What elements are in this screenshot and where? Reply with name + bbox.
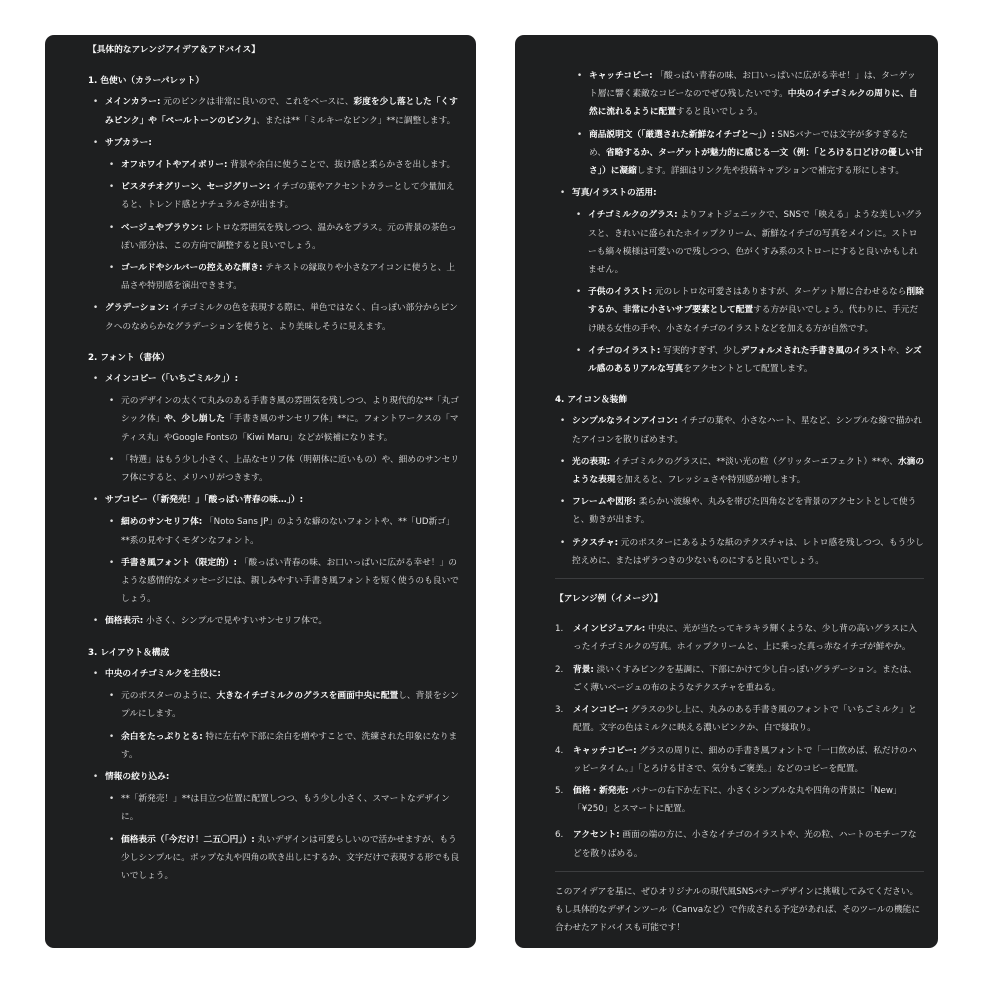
list-item [121,156,462,174]
bold-text: フレームや図形: [572,497,636,508]
bold-text: オフホワイトやアイボリー: [121,160,228,171]
list-item-text [105,93,462,129]
numbered-item-text [573,620,924,656]
bold-text: 子供のイラスト: [588,287,653,298]
closing-paragraph [555,883,924,938]
text-run: 特に左右や下部に余白を増やすことで、洗練された印象になります。 [121,731,458,760]
list-item-text [572,534,924,570]
text-run: 丸いデザインは可愛らしいので活かせますが、もう少しシンプルに。ポップな丸や四角の吹き出しにするか、文字だけで表現する形でも良いでしょう。 [121,834,460,881]
section-heading: 1. 色使い（カラーパレット） [88,76,205,87]
bullet-list [88,370,462,631]
list-item [121,392,462,447]
text-run: 「手書き風のサンセリフ体」**に。フォントワークスの「マティス丸」やGoogle Fontsの「Kiwi Maru」などが候補になります。 [121,414,459,443]
response-panel-left [45,35,476,948]
section-title: 【アレンジ例（イメージ）】 [555,594,663,605]
bullet-list [88,665,462,885]
list-item-text [105,665,462,683]
list-item-text [589,126,924,181]
list-item-text [121,219,462,255]
list-item [572,412,924,448]
text-run: 中央に、光が当たってキラキラ輝くような、少し背の高いグラスに入ったイチゴミルクの写真。ホイップクリームと、上に乗った真っ赤なイチゴが鮮やか。 [573,624,918,653]
list-item-text [105,299,462,335]
text-run: 画面の端の方に、小さなイチゴのイラストや、光の粒、ハートのモチーフなどを散りばめる。 [573,830,917,859]
bold-text: 彩度を少し落とした「くすみピンク」や「ペールトーンのピンク」 [105,97,458,126]
bold-text: イチゴのイラスト: [588,345,661,356]
text-run: 「酸っぱい青春の味、お口いっぱいに広がる幸せ！」のような感情的なメッセージには、親しみやすい手書き風フォントを短く使うのも良いでしょう。 [121,557,459,605]
bullet-list [572,206,924,378]
list-item-text [588,206,924,279]
response-panel-right [515,35,938,948]
numbered-item [555,661,924,697]
list-item-text [572,453,924,489]
list-item-text [121,392,462,447]
text-run: 「Noto Sans JP」のような癖のないフォントや、**「UD新ゴ」**系の見やすくモダンなフォント。 [121,517,455,546]
bold-text: キャッチコピー: [589,71,653,81]
text-run: 、または**「ミルキーなピンク」**に調整します。 [256,115,456,126]
text-run: をアクセントとして配置します。 [683,364,813,375]
list-item [121,178,462,214]
list-item [121,554,462,609]
bold-text: 価格表示: [105,616,144,627]
bold-text: 削除するか、非常に小さいサブ要素として配置 [588,287,924,316]
list-item-text [121,831,462,886]
bold-text: メインカラー: [105,97,161,108]
list-item-text [588,342,924,378]
list-item [572,184,924,378]
numbered-list [555,620,924,862]
text-run: イチゴの葉やアクセントカラーとして少量加えると、トレンド感とナチュラルさが出ます。 [121,182,455,211]
numbered-item-text [573,701,924,737]
bullet-list [88,93,462,335]
bold-text: メインビジュアル: [573,624,646,635]
text-run: し、背景をシンプルにします。 [121,691,459,720]
text-run: テキストの縁取りや小さなアイコンに使うと、上品さや特別感を演出できます。 [121,263,456,292]
bold-text: 中央のイチゴミルクを主役に: [105,668,221,679]
item-number: 2. [555,664,564,675]
bold-text: や、少し崩した [164,414,225,425]
numbered-item [555,701,924,737]
list-item [105,665,462,764]
item-number: 3. [555,705,564,716]
bold-text: 手書き風フォント（限定的）: [121,557,237,568]
list-item [105,299,462,335]
text-run: レトロな雰囲気を残しつつ、温かみをプラス。元の背景の茶色っぽい部分は、この方向で調整すると良いでしょう。 [121,222,457,251]
list-item [121,728,462,764]
bold-text: サブコピー（「新発売！」「酸っぱい青春の味…」）: [105,495,304,506]
bold-text: 光の表現: [572,456,611,467]
text-run: 元のピンクは非常に良いので、これをベースに、 [160,97,354,108]
list-item-text [588,283,924,338]
numbered-item-text [573,826,924,862]
item-number: 4. [555,745,564,756]
list-item [121,831,462,886]
text-run: 元のポスターにあるような紙のテクスチャは、レトロ感を残しつつ、もう少し控えめに、またはザラつきの少ないものにすると良いでしょう。 [572,537,924,566]
text-run: します。詳細はリンク先や投稿キャプションで補完する形にします。 [636,166,905,177]
list-item [588,283,924,338]
text-run: 写実的すぎず、少し [660,345,741,356]
text-run: する方が良いでしょう。代わりに、手元だけ映る女性の手や、小さなイチゴのイラストなどを加える方が自然です。 [588,305,919,334]
text-run: すると良いでしょう。 [675,107,763,118]
text-run: 小さく、シンプルで見やすいサンセリフ体で。 [143,616,328,627]
list-item-text [121,451,462,487]
bullet-list [555,184,924,378]
list-item [572,453,924,489]
text-run: イチゴの葉や、小さなハート、星など、シンプルな線で描かれたアイコンを散りばめます。 [572,416,922,445]
list-item-text [121,178,462,214]
list-item [105,370,462,487]
numbered-item-text [573,782,924,818]
list-item [105,768,462,885]
section-heading: 2. フォント（書体） [88,352,170,363]
list-item [121,687,462,723]
list-item-text [121,259,462,295]
bold-text: キャッチコピー: [573,745,637,756]
list-item-text [572,184,924,202]
bold-text: イチゴミルクのグラス: [588,210,678,221]
bold-text: メインコピー（「いちごミルク」）: [105,374,239,385]
text-run: 元のデザインの太くて丸みのある手書き風の雰囲気を残しつつ、より現代的な**「丸ゴシック体」 [121,396,459,425]
list-item [589,126,924,181]
bullet-list [105,790,462,885]
text-run: 「特選」はもう少し小さく、上品なセリフ体（明朝体に近いもの）や、細めのサンセリフ体にすると、メリハリがつきます。 [121,454,460,484]
bold-text: 写真/イラストの活用: [572,188,657,199]
list-item-text [105,491,462,509]
text-run: や、 [887,345,905,356]
list-item-text [121,728,462,764]
bold-text: グラデーション: [105,303,169,314]
numbered-item-text [573,661,924,697]
bullet-list [105,687,462,764]
bold-text: 水滴のような表現 [572,456,925,486]
text-run: **「新発売！」**は目立つ位置に配置しつつ、もう少し小さく、スマートなデザインに。 [121,794,450,823]
bold-text: 大きなイチゴミルクのグラスを画面中央に配置 [216,691,399,702]
bold-text: デフォルメされた手書き風のイラスト [740,345,888,356]
section-heading: 3. レイアウト＆構成 [88,647,170,658]
list-item-text [589,67,924,122]
bold-text: ベージュやブラウン: [121,222,203,233]
list-item [588,342,924,378]
item-number: 6. [555,830,564,841]
bold-text: 情報の絞り込み: [105,771,170,782]
list-item-text [105,612,462,630]
bold-text: 価格表示（「今だけ！二五〇円」）: [121,834,255,845]
numbered-item [555,742,924,778]
list-item [589,67,924,122]
text-run: 背景や余白に使うことで、抜け感と柔らかさを出します。 [227,160,456,171]
bold-text: サブカラー: [105,137,152,148]
section-title: 【具体的なアレンジアイデア＆アドバイス】 [88,45,260,55]
bold-text: ピスタチオグリーン、セージグリーン: [121,182,271,193]
bold-text: 背景: [573,664,594,675]
bold-text: メインコピー: [573,705,629,716]
bold-text: テクスチャ: [572,537,619,548]
text-run: を加えると、フレッシュさや特別感が増します。 [615,475,806,486]
bold-text: 商品説明文（「厳選された新鮮なイチゴと〜」）: [589,129,775,140]
list-item [121,219,462,255]
bold-text: 余白をたっぷりとる: [121,731,203,742]
list-item-text [121,513,462,549]
bullet-list [555,67,924,180]
text-run: 淡いくすみピンクを基調に、下部にかけて少し白っぽいグラデーション。または、ごく薄いベージュの布のようなテクスチャを重ねる。 [573,664,917,693]
divider [555,578,924,579]
list-item [105,491,462,608]
bold-text: ゴールドやシルバーの控えめな輝き: [121,263,263,274]
text-run: バナーの右下か左下に、小さくシンプルな丸や四角の背景に「New」「¥250」とスマートに配置。 [573,785,902,815]
list-item [105,93,462,129]
list-item [121,513,462,549]
list-item [588,206,924,279]
list-item-text [105,370,462,388]
list-item-text [121,156,462,174]
bullet-list [105,392,462,487]
bullet-list [105,513,462,608]
numbered-item-text [573,742,924,778]
list-item [121,790,462,826]
text-run: 元のポスターのように、 [121,691,217,702]
list-item-text [105,134,462,152]
list-item [572,493,924,529]
list-item [121,259,462,295]
text-run: 元のレトロな可愛さはありますが、ターゲット層に合わせるなら [652,287,907,298]
bullet-list [105,156,462,295]
text-run: 「酸っぱい青春の味、お口いっぱいに広がる幸せ！」は、ターゲット層に響く素敵なコピーなのでぜひ残したいです。 [589,71,916,100]
text-run: グラスの周りに、細めの手書き風フォントで「一口飲めば、私だけのハッピータイム。」「とろける甘さで、気分もご褒美。」などのコピーを配置。 [573,745,917,774]
bold-text: 細めのサンセリフ体: [121,517,203,528]
bold-text: シズル感のあるリアルな写真 [588,345,922,375]
text-run: このアイデアを基に、ぜひオリジナルの現代風SNSバナーデザインに挑戦してみてください。もし具体的なデザインツール（Canvaなど）で作成される予定があれば、そのツールの機能に合わせたアドバイスも可能です！ [555,886,921,934]
numbered-item [555,826,924,862]
divider [555,871,924,872]
numbered-item [555,782,924,818]
list-item [572,534,924,570]
bullet-list [555,412,924,570]
section-heading: 4. アイコン＆装飾 [555,395,628,406]
bold-text: アクセント: [573,830,620,841]
list-item [105,612,462,630]
text-run: イチゴミルクの色を表現する際に、単色ではなく、白っぽい部分からピンクへのなめらかなグラデーションを使うと、より美味しそうに見えます。 [105,303,458,332]
list-item-text [121,790,462,826]
list-item [105,134,462,296]
text-run: 柔らかい波線や、丸みを帯びた四角などを背景のアクセントとして使うと、動きが出ます。 [572,497,917,526]
bold-text: 省略するか、ターゲットが魅力的に感じる一文（例：「とろける口どけの優しい甘さ」）に凝縮 [589,147,923,177]
bold-text: シンプルなラインアイコン: [572,416,678,427]
item-number: 5. [555,785,564,796]
item-number: 1. [555,624,564,635]
text-run: イチゴミルクのグラスに、**淡い光の粒（グリッターエフェクト）**や、 [610,456,898,467]
bold-text: 中央のイチゴミルクの周りに、自然に流れるように配置 [589,89,918,118]
numbered-item [555,620,924,656]
bold-text: 価格・新発売: [573,785,629,796]
list-item-text [121,687,462,723]
list-item [121,451,462,487]
text-run: よりフォトジェニックで、SNSで「映える」ような美しいグラスと、きれいに盛られたホイップクリーム、新鮮なイチゴの写真をメインに。ストローも縞々模様は可愛いので残しつつ、色がくすみ系のストローにすると良いかもしれません。 [588,210,923,276]
list-item-text [572,493,924,529]
text-run: グラスの少し上に、丸みのある手書き風のフォントで「いちごミルク」と配置。文字の色はミルクに映える濃いピンクか、白で縁取り。 [573,705,917,734]
list-item-text [121,554,462,609]
list-item-text [572,412,924,448]
text-run: SNSバナーでは文字が多すぎるため、 [589,129,908,158]
list-item-text [105,768,462,786]
